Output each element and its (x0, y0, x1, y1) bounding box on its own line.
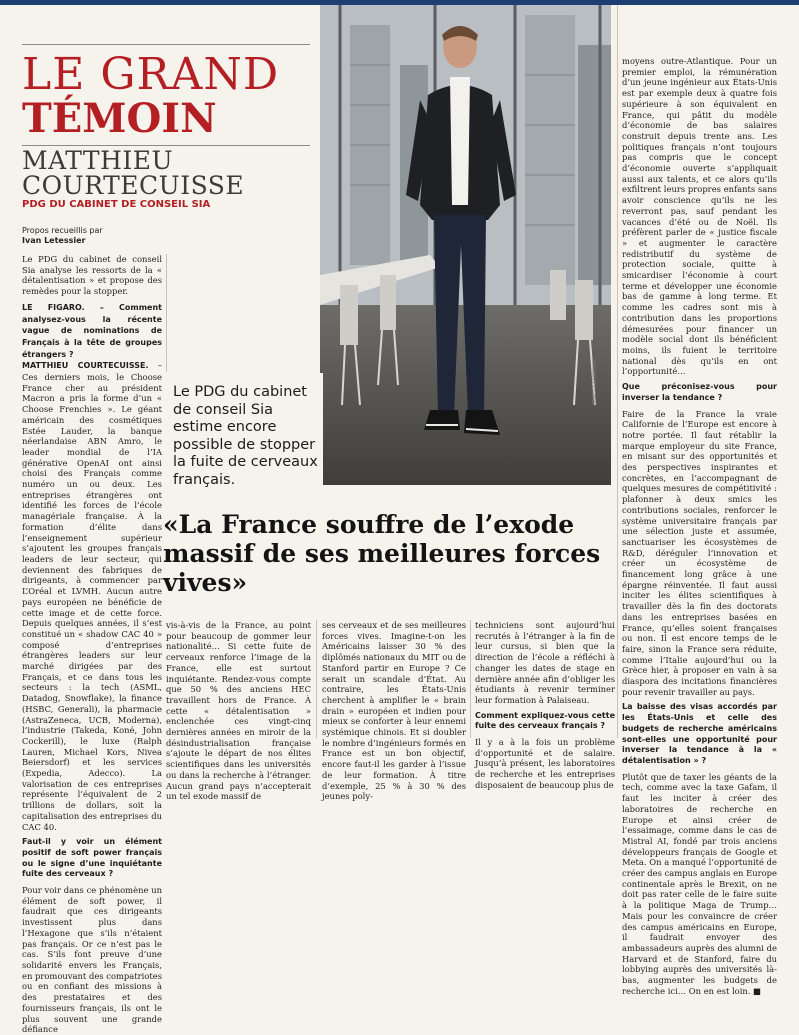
byline-label: Propos recueillis par (22, 226, 103, 235)
byline-author: Ivan Letessier (22, 236, 86, 245)
answer-text: vis-à-vis de la France, au point pour beaucoup de gommer leur nationalité… Si cette fuite de cerveaux renforce l’image de la France, elle est surtout inquiétante. Rendez-vous compte que 50 % des anciens HEC travaillent hors de France. À cette « détalentisation » enclenchée ces vingt-cinq dernières années en miroir de la désindustrialisation française s’ajoute le départ de nos élites scientifiques dans les universités ou dans la recherche à l’étranger. Aucun grand pays n’accepterait un tel exode massif de (166, 620, 311, 802)
article-column-5 (622, 56, 777, 996)
photo-credit: JAMES LANDESKA (592, 360, 598, 404)
column-divider (470, 620, 471, 738)
answer-text: – Ces derniers mois, le Choose France cher au président Macron a pris la forme d’un « Choose Frenchies ». Le géant américain des cosmétiques Estée Lauder, la banque néerlandaise ABN Amro, le leader mondial de l’IA générative OpenAI ont ainsi choisi des Français comme numéro un ou deux. Les entreprises étrangères ont identifié les forces de l’école managériale française. À la formation d’élite dans l’enseignement supérieur s’ajoutent les groupes français leaders de leur secteur, qui deviennent des fabriques de dirigeants, à commencer par L’Oréal et LVMH. Aucun autre pays européen ne bénéficie de cette image et de cette force. Depuis quelques années, il s’est constitué un « shadow CAC 40 » composé d’entreprises étrangères leaders sur leur marché dirigées par des Français, et ce dans tous les secteurs : la tech (ASML, Datadog, Snowflake), la finance (HSBC, Generali), la pharmacie (AstraZeneca, UCB, Moderna), l’industrie (Takeda, Koné, John Cockerill), le luxe (Ralph Lauren, Michael Kors, Nivea Beiersdorf) et les services (Expedia, Adecco). La valorisation de ces entreprises représente l’équivalent de 2 trillions de dollars, soit la capitalisation des entreprises du CAC 40. (22, 360, 162, 832)
article-headline: «La France souffre de l’exode massif de ses meilleures forces vives» (163, 510, 601, 597)
article-column-4 (475, 620, 615, 790)
column-divider (316, 620, 317, 738)
interviewee-last-name: COURTECUISSE (22, 171, 245, 200)
question-paragraph (22, 302, 162, 832)
article-column-3 (322, 620, 466, 802)
question-text: LE FIGARO. – Comment analysez-vous la récente vague de nominations de Français à la tête de groupes étrangers ? (22, 302, 162, 359)
lead-paragraph: Le PDG du cabinet de conseil Sia analyse les ressorts de la « détalentisation » et propose des remèdes pour la stopper. (22, 254, 162, 297)
question-text: La baisse des visas accordés par les États-Unis et celle des budgets de recherche américains sont-elles une opportunité pour inverser la tendance à la « détalentisation » ? (622, 702, 777, 765)
article-column-2 (166, 620, 311, 802)
column-divider (617, 5, 618, 738)
portrait-photo (320, 5, 611, 485)
pull-quote: Le PDG du cabinet de conseil Sia estime encore possible de stopper la fuite de cerveaux français. (173, 384, 318, 488)
answer-text: techniciens sont aujourd’hui recrutés à l’étranger à la fin de leur cursus, si bien que la direction de l’école a réfléchi à changer les dates de stage en dernière année afin d’obliger les étudiants à revenir terminer leur formation à Palaiseau. (475, 620, 615, 705)
section-kicker-line1: LE GRAND (22, 49, 280, 100)
byline (22, 226, 162, 246)
answer-text: ses cerveaux et de ses meilleures forces vives. Imagine-t-on les Américains laisser 30 % des diplômés nationaux du MIT ou de Stanford partir en Europe ? Ce serait un scandale d’État. Au contraire, les États-Unis cherchent à amplifier le « brain drain » européen et indien pour mieux se conforter à leur ennemi systémique chinois. Et si doubler le nombre d’ingénieurs formés en France est un bon objectif, encore faut-il les garder à l’issue de leur formation. À titre d’exemple, 25 % à 30 % des jeunes poly- (322, 620, 466, 802)
article-column-1 (22, 254, 162, 1035)
interviewee-role: PDG DU CABINET DE CONSEIL SIA (22, 199, 211, 210)
answer-text: Plutôt que de taxer les géants de la tech, comme avec la taxe Gafam, il faut les inciter à créer des laboratoires de recherche en Europe et ainsi créer de l’essaimage, comme dans le cas de Mistral AI, fondé par trois anciens développeurs français de Google et Meta. On a manqué l’opportunité de créer des campus anglais en Europe continentale après le Brexit, on ne doit pas rater celle de le faire suite à la politique Maga de Trump… Mais pour les convaincre de créer des campus américains en Europe, il faudrait envoyer des ambassadeurs auprès des alumni de Harvard et de Stanford, faire du lobbying auprès des universités là-bas, augmenter les budgets de recherche ici… On en est loin. ■ (622, 771, 777, 996)
interviewee-name (22, 148, 312, 198)
answer-text: Il y a à la fois un problème d’opportunité et de salaire. Jusqu’à présent, les laboratoires de recherche et les entreprises disposaient de beaucoup plus de (475, 737, 615, 790)
answer-text: Faire de la France la vraie Californie de l’Europe est encore à notre portée. Il faut rétablir la marque employeur du site France, en misant sur des opportunités et des perspectives inspirantes et concrètes, en l’accompagnant de quelques mesures de compétitivité : plafonner à deux smics les contributions sociales, renforcer le système universitaire français par une sélection juste et assumée, sanctuariser les écosystèmes de R&D, déréguler l’innovation et créer un écosystème de financement long grâce à une épargne réinventée. Il faut aussi inciter les élites scientifiques à travailler dès la fin des doctorats dans les entreprises basées en France, qu’elles soient françaises ou non. Il est encore temps de le faire, sinon la France sera réduite, comme l’Italie aujourd’hui ou la Grèce hier, à proposer en vain à sa diaspora des incitations financières pour revenir travailler au pays. (622, 408, 777, 697)
question-text: Comment expliquez-vous cette fuite des cerveaux français ? (475, 710, 615, 731)
answer-text: Pour voir dans ce phénomène un élément de soft power, il faudrait que ces dirigeants investissent plus dans l’Hexagone que s’ils n’étaient pas français. Or ce n’est pas le cas. S’ils font preuve d’une solidarité envers les Français, en promouvant des compatriotes ou en confiant des missions à des prestataires et des fournisseurs français, ils ont le plus souvent une grande défiance (22, 885, 162, 1035)
section-kicker-line2: TÉMOIN (22, 95, 217, 142)
answer-text: moyens outre-Atlantique. Pour un premier emploi, la rémunération d’un jeune ingénieur aux États-Unis est par exemple deux à quatre fois supérieure à son équivalent en France, qui pâtit du modèle d’économie de bas salaires construit depuis trente ans. Les politiques français n’ont toujours pas compris que le concept d’économie ouverte s’appliquait aussi aux talents, et ce alors qu’ils exfiltrent leurs propres enfants sans avoir conscience qu’ils ne les reverront pas, sauf pendant les vacances d’été ou de Noël. Ils préfèrent parler de « justice fiscale » et augmenter le caractère redistributif du système de protection sociale, quitte à smicardiser l’économie à court terme et développer une économie bas de gamme à long terme. Et comme les cadres sont mis à contribution dans les proportions démesurées pour financer un modèle social dont ils bénéficient moins, ils fuient le territoire national dès qu’ils en ont l’opportunité… (622, 56, 777, 377)
column-divider (166, 254, 167, 372)
question-text: Que préconisez-vous pour inverser la tendance ? (622, 382, 777, 402)
header-rule (22, 44, 310, 45)
question-text: Faut-il y voir un élément positif de soft power français ou le signe d’une inquiétante fuite des cerveaux ? (22, 837, 162, 879)
speaker-label: MATTHIEU COURTECUISSE. (22, 361, 149, 371)
interviewee-first-name: MATTHIEU (22, 146, 174, 175)
